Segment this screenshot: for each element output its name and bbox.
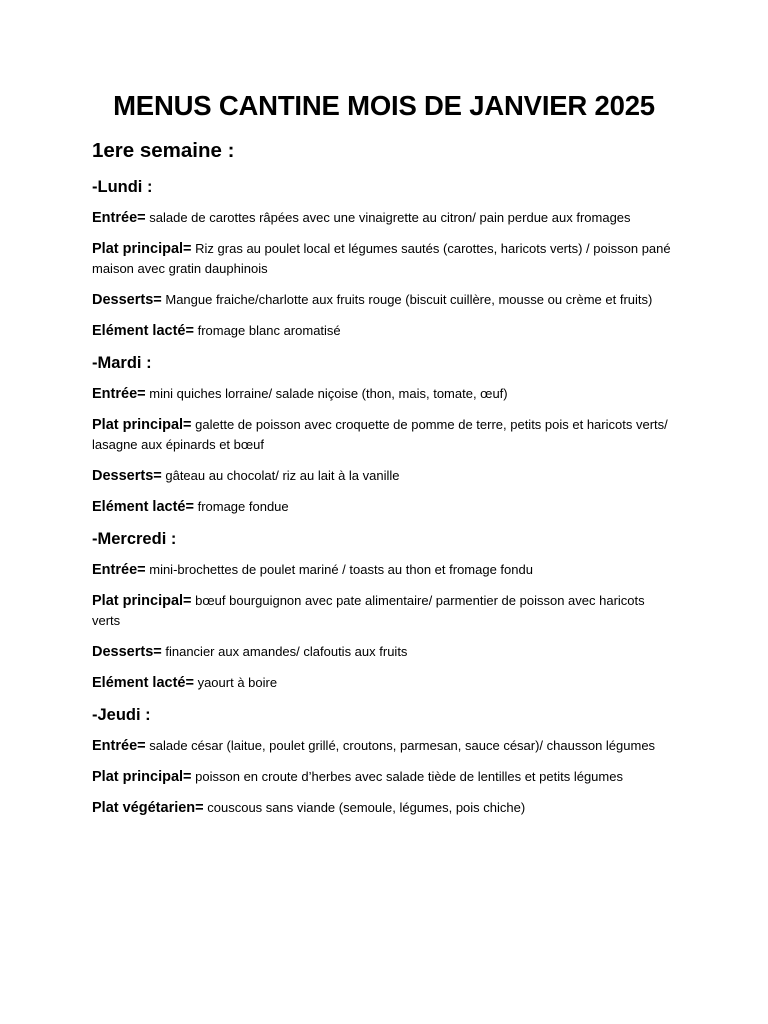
menu-line-entree	[92, 560, 676, 580]
menu-label: Entrée=	[92, 562, 146, 578]
menu-text: financier aux amandes/ clafoutis aux fruits	[165, 644, 408, 659]
menu-text: salade de carottes râpées avec une vinaigrette au citron/ pain perdue aux fromages	[149, 210, 631, 225]
menu-line-desserts	[92, 290, 676, 310]
menu-text: poisson en croute d’herbes avec salade tiède de lentilles et petits légumes	[195, 769, 623, 784]
day-title: -Mercredi :	[92, 530, 177, 548]
menu-label: Entrée=	[92, 738, 146, 754]
week-title: 1ere semaine :	[92, 139, 235, 162]
menu-text: fromage blanc aromatisé	[197, 323, 341, 338]
menu-label: Elément lacté=	[92, 323, 194, 339]
menu-text: mini-brochettes de poulet mariné / toasts au thon et fromage fondu	[149, 562, 533, 577]
menu-text: fromage fondue	[197, 499, 289, 514]
menu-line-element-lacte	[92, 673, 676, 693]
menu-line-desserts	[92, 642, 676, 662]
menu-text: mini quiches lorraine/ salade niçoise (thon, mais, tomate, œuf)	[149, 386, 508, 401]
document-title: MENUS CANTINE MOIS DE JANVIER 2025	[113, 90, 655, 121]
menu-text: galette de poisson avec croquette de pomme de terre, petits pois et haricots verts/ lasagne aux épinards et bœuf	[92, 417, 668, 452]
menu-label: Plat végétarien=	[92, 800, 204, 816]
day-section-mardi	[92, 352, 676, 517]
menu-line-plat-principal	[92, 591, 676, 631]
menu-line-plat-principal	[92, 767, 676, 787]
day-title: -Lundi :	[92, 178, 153, 196]
menu-label: Plat principal=	[92, 241, 192, 257]
menu-line-plat-vegetarien	[92, 798, 676, 818]
menu-text: gâteau au chocolat/ riz au lait à la vanille	[165, 468, 400, 483]
menu-line-plat-principal	[92, 415, 676, 455]
menu-text: Riz gras au poulet local et légumes sautés (carottes, haricots verts) / poisson pané maison avec gratin dauphinois	[92, 241, 671, 276]
menu-label: Desserts=	[92, 644, 162, 660]
day-section-lundi	[92, 176, 676, 341]
menu-label: Entrée=	[92, 210, 146, 226]
day-title: -Mardi :	[92, 354, 152, 372]
menu-line-entree	[92, 736, 676, 756]
day-section-jeudi	[92, 704, 676, 818]
menu-label: Plat principal=	[92, 417, 192, 433]
menu-label: Plat principal=	[92, 593, 192, 609]
day-title: -Jeudi :	[92, 706, 151, 724]
menu-line-entree	[92, 384, 676, 404]
menu-line-desserts	[92, 466, 676, 486]
menu-label: Elément lacté=	[92, 675, 194, 691]
menu-label: Entrée=	[92, 386, 146, 402]
menu-label: Desserts=	[92, 292, 162, 308]
menu-text: couscous sans viande (semoule, légumes, pois chiche)	[207, 800, 526, 815]
menu-line-entree	[92, 208, 676, 228]
menu-text: yaourt à boire	[197, 675, 278, 690]
menu-label: Desserts=	[92, 468, 162, 484]
menu-line-plat-principal	[92, 239, 676, 279]
menu-text: bœuf bourguignon avec pate alimentaire/ parmentier de poisson avec haricots verts	[92, 593, 645, 628]
menu-label: Elément lacté=	[92, 499, 194, 515]
menu-line-element-lacte	[92, 321, 676, 341]
menu-line-element-lacte	[92, 497, 676, 517]
day-section-mercredi	[92, 528, 676, 693]
menu-text: Mangue fraiche/charlotte aux fruits rouge (biscuit cuillère, mousse ou crème et fruits)	[165, 292, 653, 307]
menu-label: Plat principal=	[92, 769, 192, 785]
menu-text: salade césar (laitue, poulet grillé, croutons, parmesan, sauce césar)/ chausson légumes	[149, 738, 656, 753]
